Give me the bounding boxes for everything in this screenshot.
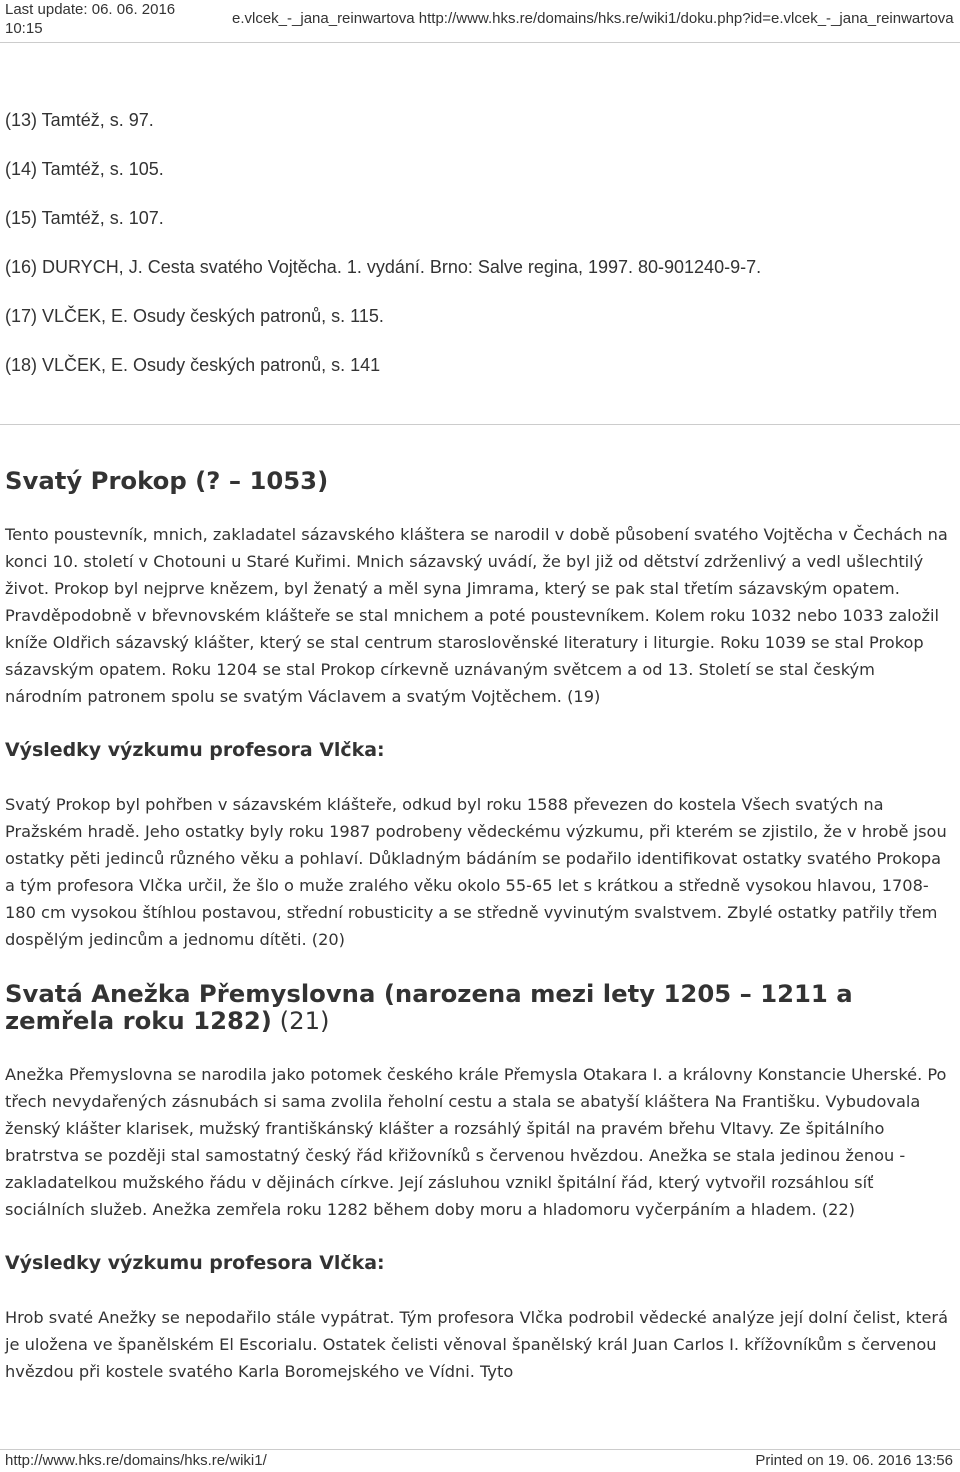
- footnotes-list: [5, 108, 945, 402]
- footnote-16: (16) DURYCH, J. Cesta svatého Vojtěcha. 1. vydání. Brno: Salve regina, 1997. 80-901240-9-7.: [5, 257, 762, 277]
- footnote-13: (13) Tamtéž, s. 97.: [5, 110, 154, 130]
- header-divider: [0, 42, 960, 43]
- section-divider: [0, 424, 960, 425]
- prokop-paragraph: Tento poustevník, mnich, zakladatel sázavského kláštera se narodil v době působení svatého Vojtěcha v Čechách na konci 10. století v Chotouni u Staré Kuřimi. Mnich sázavský uvádí, že byl již od dětství zdrženlivý a vedl ušlechtilý život. Prokop byl nejprve knězem, byl ženatý a měl syna Jimrama, který se pak stal třetím sázavským opatem. Pravděpodobně v břevnovském klášteře se stal mnichem a poté poustevníkem. Kolem roku 1032 nebo 1033 založil kníže Oldřich sázavský klášter, který se stal centrum staroslověnské literatury i liturgie. Roku 1039 se stal Prokop sázavským opatem. Roku 1204 se stal Prokop církevně uznávaným světcem a od 13. Století se stal českým národním patronem spolu se svatým Václavem a svatým Vojtěchem. (19): [5, 525, 948, 706]
- main-content: [5, 467, 955, 1385]
- anezka-heading: [5, 980, 955, 1034]
- anezka-paragraph: Anežka Přemyslovna se narodila jako potomek českého krále Přemysla Otakara I. a královny Konstancie Uherské. Po třech nevydařených zásnubách si sama zvolila řeholní cestu a stala se abatyší kláštera Na Františku. Vybudovala ženský klášter klarisek, mužský františkánský klášter a rozsáhlý špitál na pravém břehu Vltavy. Ze špitálního bratrstva se později stal samostatný český řád křižovníků s červenou hvězdou. Anežka se stala jedinou ženou -zakladatelkou mužského řádu v dějinách církve. Její zásluhou vznikl špitální řád, který vytvořil rozsáhlou síť sociálních služeb. Anežka zemřela roku 1282 během doby moru a hladomoru vyčerpáním a hladem. (22): [5, 1065, 947, 1219]
- footer-divider: [0, 1449, 960, 1450]
- footnote-17: (17) VLČEK, E. Osudy českých patronů, s. 115.: [5, 306, 384, 326]
- anezka-heading-title: Svatá Anežka Přemyslovna (narozena mezi lety 1205 – 1211 a zemřela roku 1282): [5, 979, 853, 1035]
- anezka-heading-reference: (21): [271, 1006, 330, 1035]
- prokop-results-paragraph: Svatý Prokop byl pohřben v sázavském klášteře, odkud byl roku 1588 převezen do kostela Všech svatých na Pražském hradě. Jeho ostatky byly roku 1987 podrobeny vědeckému výzkumu, při kterém se zjistilo, že v hrobě jsou ostatky pěti jedinců různého věku a pohlaví. Důkladným bádáním se podařilo identifikovat ostatky svatého Prokopa a tým profesora Vlčka určil, že šlo o muže zralého věku okolo 55-65 let s krátkou a středně vysokou hlavou, 1708-180 cm vysokou štíhlou postavou, střední robusticity a se středně vyvinutým svalstvem. Zbylé ostatky patřily třem dospělým jedincům a jednomu dítěti. (20): [5, 795, 947, 949]
- footnote-18: (18) VLČEK, E. Osudy českých patronů, s. 141: [5, 355, 381, 375]
- prokop-heading: Svatý Prokop (? – 1053): [5, 466, 329, 495]
- footer-url: http://www.hks.re/domains/hks.re/wiki1/: [5, 1452, 267, 1469]
- page-footer: [5, 1452, 957, 1470]
- footnote-14: (14) Tamtéž, s. 105.: [5, 159, 164, 179]
- page-header: [5, 0, 957, 38]
- page-reference: e.vlcek_-_jana_reinwartova http://www.hks.re/domains/hks.re/wiki1/doku.php?id=e.vlcek_-_jana_reinwartova: [232, 10, 954, 27]
- prokop-results-heading: Výsledky výzkumu profesora Vlčka:: [5, 739, 385, 761]
- anezka-results-paragraph: Hrob svaté Anežky se nepodařilo stále vypátrat. Tým profesora Vlčka podrobil vědecké analýze její dolní čelist, která je uložena ve španělském El Escorialu. Ostatek čelisti věnoval španělský král Juan Carlos I. křížovníkům s červenou hvězdou při kostele svatého Karla Boromejského ve Vídni. Tyto: [5, 1308, 948, 1381]
- anezka-results-heading: Výsledky výzkumu profesora Vlčka:: [5, 1252, 385, 1274]
- printed-date: Printed on 19. 06. 2016 13:56: [755, 1452, 953, 1469]
- last-update: Last update: 06. 06. 2016 10:15: [5, 1, 176, 37]
- footnote-15: (15) Tamtéž, s. 107.: [5, 208, 164, 228]
